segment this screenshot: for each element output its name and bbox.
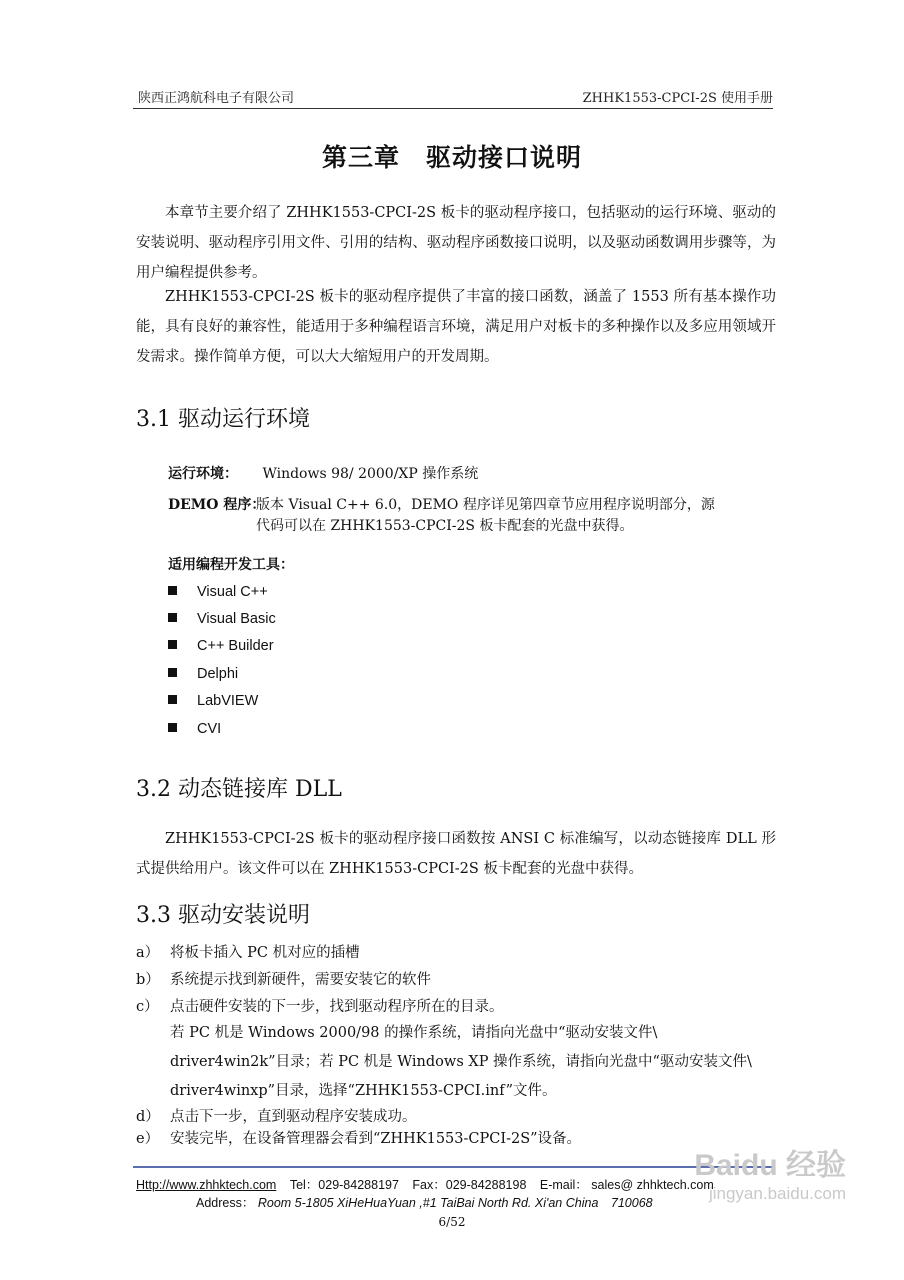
baidu-watermark [694, 1140, 846, 1204]
dev-tools-label: 适用编程开发工具： [168, 557, 294, 573]
section-heading-3-1: 3.1 驱动运行环境 [136, 407, 310, 432]
intro-paragraph-2: ZHHK1553-CPCI-2S 板卡的驱动程序提供了丰富的接口函数，涵盖了 1553 所有基本操作功能，具有良好的兼容性，能适用于多种编程语言环境，满足用户对板卡的多种操作以及多应用领域开发需求。操作简单方便，可以大大缩短用户的开发周期。 [136, 289, 776, 365]
list-item: CVI [168, 721, 221, 737]
install-step-b: b） 系统提示找到新硬件，需要安装它的软件 [136, 972, 431, 988]
website-link[interactable]: Http://www.zhhktech.com [136, 1178, 277, 1192]
bullet-icon [168, 695, 177, 704]
section-heading-3-3: 3.3 驱动安装说明 [136, 903, 310, 928]
list-item: C++ Builder [168, 638, 274, 654]
footer-address-line [196, 1193, 653, 1211]
footer-email[interactable]: E-mail： sales@ zhhktech.com [539, 1178, 714, 1192]
section-heading-3-2: 3.2 动态链接库 DLL [136, 777, 342, 802]
watermark-url: jingyan.baidu.com [708, 1184, 846, 1203]
demo-program-line-1: 版本 Visual C++ 6.0，DEMO 程序详见第四章节应用程序说明部分，源 [256, 497, 715, 513]
page-number: 6/52 [438, 1215, 466, 1229]
footer-divider [133, 1166, 773, 1168]
install-step-c: c） 点击硬件安装的下一步，找到驱动程序所在的目录。 [136, 999, 504, 1015]
address-label: Address： [196, 1196, 255, 1210]
footer-contact-line [136, 1175, 714, 1193]
header-divider [133, 108, 773, 109]
install-step-e: e） 安装完毕，在设备管理器会看到“ZHHK1553-CPCI-2S”设备。 [136, 1131, 582, 1147]
runtime-env-value: Windows 98/ 2000/XP 操作系统 [262, 466, 479, 482]
demo-program-label: DEMO 程序： [168, 497, 266, 513]
bullet-icon [168, 668, 177, 677]
bullet-icon [168, 613, 177, 622]
watermark-brand: Baidu 经验 [694, 1149, 846, 1182]
dll-paragraph: ZHHK1553-CPCI-2S 板卡的驱动程序接口函数按 ANSI C 标准编写，以动态链接库 DLL 形式提供给用户。该文件可以在 ZHHK1553-CPCI-2S 板卡配套的光盘中获得。 [136, 831, 776, 877]
install-step-c-detail: 若 PC 机是 Windows 2000/98 的操作系统，请指向光盘中“驱动安装文件\ driver4win2k”目录；若 PC 机是 Windows XP 操作系统，请指向光盘中“驱动安装文件\ driver4winxp”目录，选择“ZHHK1553-CPCI.inf”文件。 [170, 1025, 752, 1099]
demo-program-line-2: 代码可以在 ZHHK1553-CPCI-2S 板卡配套的光盘中获得。 [256, 518, 634, 534]
list-item: Visual C++ [168, 584, 268, 600]
runtime-env-row [168, 463, 478, 483]
list-item: Delphi [168, 666, 238, 682]
intro-paragraph-1: 本章节主要介绍了 ZHHK1553-CPCI-2S 板卡的驱动程序接口，包括驱动的运行环境、驱动的安装说明、驱动程序引用文件、引用的结构、驱动程序函数接口说明，以及驱动函数调用步骤等，为用户编程提供参考。 [136, 205, 776, 281]
runtime-env-label: 运行环境： [168, 466, 238, 482]
list-item: Visual Basic [168, 611, 276, 627]
header-company: 陕西正鸿航科电子有限公司 [138, 91, 295, 106]
address-value: Room 5-1805 XiHeHuaYuan ,#1 TaiBai North Rd. Xi'an China 710068 [257, 1196, 653, 1210]
header-manual-title: ZHHK1553-CPCI-2S 使用手册 [582, 91, 773, 106]
footer-tel: Tel：029-84288197 [289, 1178, 399, 1192]
list-item: LabVIEW [168, 693, 258, 709]
bullet-icon [168, 723, 177, 732]
install-step-a: a） 将板卡插入 PC 机对应的插槽 [136, 945, 360, 961]
chapter-title: 第三章 驱动接口说明 [321, 143, 582, 172]
install-step-d: d） 点击下一步，直到驱动程序安装成功。 [136, 1109, 417, 1125]
bullet-icon [168, 586, 177, 595]
bullet-icon [168, 640, 177, 649]
footer-fax: Fax：029-84288198 [412, 1178, 527, 1192]
